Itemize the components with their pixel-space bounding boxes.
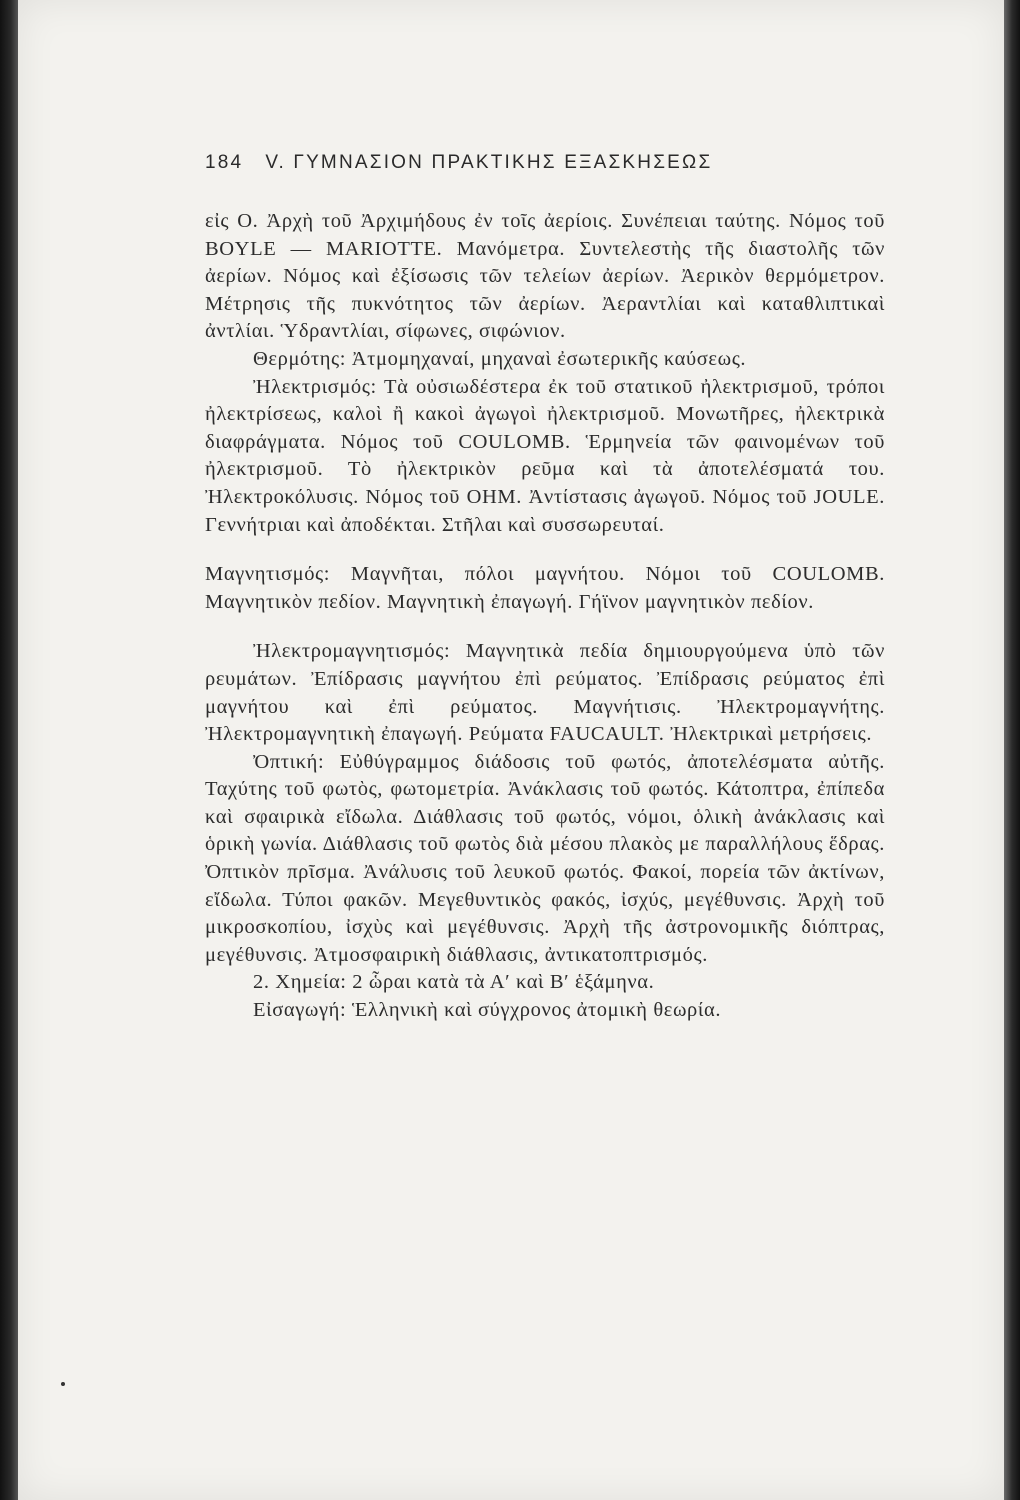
paragraph-electromagnetism: Ἠλεκτρομαγνητισμός: Μαγνητικὰ πεδία δημιουργούμενα ὑπὸ τῶν ρευμάτων. Ἐπίδρασις μαγνήτου ἐπὶ ρεύματος. Ἐπίδρασις ρεύματος ἐπὶ μαγνήτου καὶ ἐπὶ ρεύματος. Μαγνήτισις. Ἠλεκτρομαγνήτης. Ἠλεκτρομαγνητικὴ ἐπαγωγή. Ρεύματα FAUCAULT. Ἠλεκτρικαὶ μετρήσεις. — [205, 640, 885, 746]
paragraph-electricity: Ἠλεκτρισμός: Τὰ οὐσιωδέστερα ἐκ τοῦ στατικοῦ ἠλεκτρισμοῦ, τρόποι ἠλεκτρίσεως, καλοὶ ἢ κακοὶ ἀγωγοὶ ἠλεκτρισμοῦ. Μονωτῆρες, ἠλεκτρικὰ διαφράγματα. Νόμος τοῦ COULOMB. Ἑρμηνεία τῶν φαινομένων τοῦ ἠλεκτρισμοῦ. Τὸ ἠλεκτρικὸν ρεῦμα καὶ τὰ ἀποτελέσματά του. Ἠλεκτροκόλυσις. Νόμος τοῦ OHM. Ἀντίστασις ἀγωγοῦ. Νόμος τοῦ JOULE. Γεννήτριαι καὶ ἀποδέκται. Στῆλαι καὶ συσσωρευταί. — [205, 375, 885, 536]
paragraph-optics: Ὀπτική: Εὐθύγραμμος διάδοσις τοῦ φωτός, ἀποτελέσματα αὐτῆς. Ταχύτης τοῦ φωτὸς, φωτομετρία. Ἀνάκλασις τοῦ φωτός. Κάτοπτρα, ἐπίπεδα καὶ σφαιρικὰ εἴδωλα. Διάθλασις τοῦ φωτός, νόμοι, ὁλικὴ ἀνάκλασις καὶ ὁρικὴ γωνία. Διάθλασις τοῦ φωτὸς διὰ μέσου πλακὸς με παραλλήλους ἕδρας. Ὀπτικὸν πρῖσμα. Ἀνάλυσις τοῦ λευκοῦ φωτός. Φακοί, πορεία τῶν ἀκτίνων, εἴδωλα. Τύποι φακῶν. Μεγεθυντικὸς φακός, ἰσχύς, μεγέθυνσις. Ἀρχὴ τοῦ μικροσκοπίου, ἰσχὺς καὶ μεγέθυνσις. Ἀρχὴ τῆς ἀστρονομικῆς διόπτρας, μεγέθυνσις. Ἀτμοσφαιρικὴ διάθλασις, ἀντικατοπτρισμός. — [205, 750, 885, 966]
running-title: V. ΓΥΜΝΑΣΙΟΝ ΠΡΑΚΤΙΚΗΣ ΕΞΑΣΚΗΣΕΩΣ — [265, 152, 713, 173]
paragraph-introduction: Εἰσαγωγή: Ἑλληνικὴ καὶ σύγχρονος ἀτομικὴ θεωρία. — [253, 999, 722, 1022]
page-number: 184 — [205, 152, 244, 173]
running-header — [205, 152, 825, 174]
ink-speck — [61, 1382, 65, 1386]
paragraph-heat: Θερμότης: Ἀτμομηχαναί, μηχαναὶ ἐσωτερικῆς καύσεως. — [253, 347, 747, 370]
paragraph-chemistry: 2. Χημεία: 2 ὧραι κατὰ τὰ Α′ καὶ Β′ ἑξάμηνα. — [253, 971, 655, 994]
right-page-edge — [1004, 0, 1020, 1500]
paragraph-magnetism: Μαγνητισμός: Μαγνῆται, πόλοι μαγνήτου. Νόμοι τοῦ COULOMB. Μαγνητικὸν πεδίον. Μαγνητικὴ ἐπαγωγή. Γήϊνον μαγνητικὸν πεδίον. — [205, 563, 885, 613]
paragraph-gases: εἰς Ο. Ἀρχὴ τοῦ Ἀρχιμήδους ἐν τοῖς ἀερίοις. Συνέπειαι ταύτης. Νόμος τοῦ BOYLE — MARIOTTE. Μανόμετρα. Συντελεστὴς τῆς διαστολῆς τῶν ἀερίων. Νόμος καὶ ἐξίσωσις τῶν τελείων ἀερίων. Ἀερικὸν θερμόμετρον. Μέτρησις τῆς πυκνότητος τῶν ἀερίων. Ἀεραντλίαι καὶ καταθλιπτικαὶ ἀντλίαι. Ὑδραντλίαι, σίφωνες, σιφώνιον. — [205, 210, 885, 343]
body-text — [205, 208, 885, 1025]
left-page-edge — [0, 0, 18, 1500]
